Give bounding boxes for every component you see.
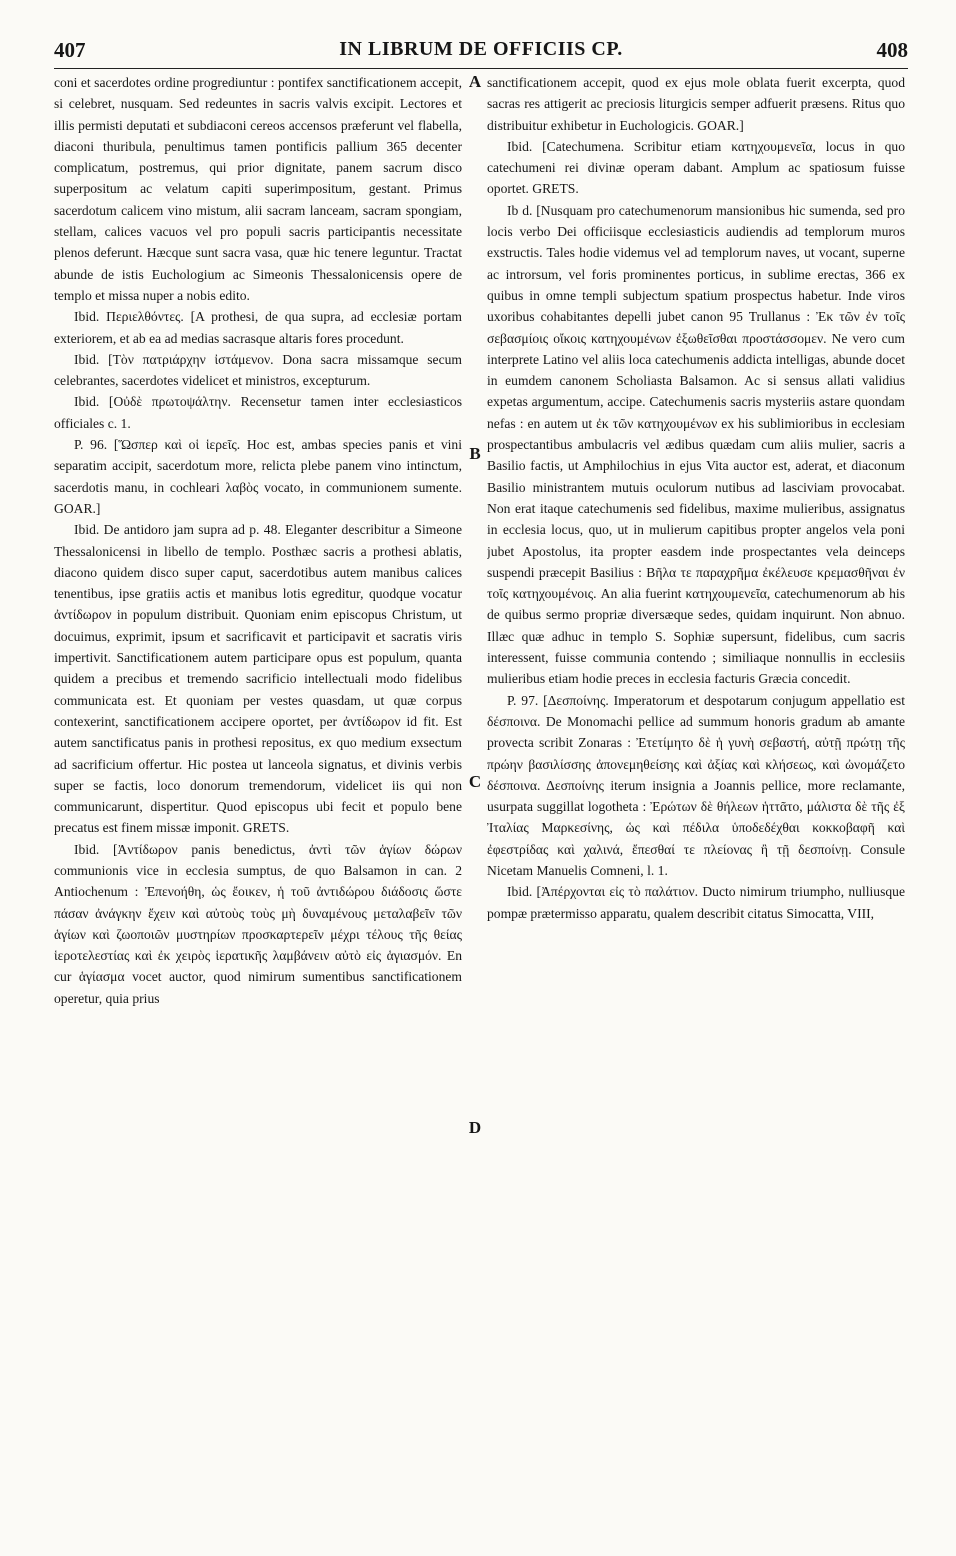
paragraph: sanctificationem accepit, quod ex ejus mole oblata fuerit excerpta, quod sacras res attigerit ac preciosis liturgicis semper adfuerit præsens. Ritus quo distribuitur exhibetur in Euchologicis. GOAR.] <box>487 75 905 133</box>
paragraph: Ibid. Περιελθόντες. [A prothesi, de qua supra, ad ecclesiæ portam exteriorem, et ab ea ad medias sacrasque altaris fores procedunt. <box>54 309 462 346</box>
right-page-number: 408 <box>876 38 908 62</box>
left-text-column <box>54 72 462 1526</box>
paragraph: Ibid. [Τὸν πατριάρχην ἰστάμενον. Dona sacra missamque secum celebrantes, sacerdotes videlicet et ministros, excepturum. <box>54 351 462 389</box>
section-marker-d: D <box>468 1118 482 1137</box>
left-page-number: 407 <box>54 38 86 62</box>
section-marker-b: B <box>469 444 481 463</box>
running-title: IN LIBRUM DE OFFICIIS CP. <box>339 38 623 60</box>
paragraph: Ib d. [Nusquam pro catechumenorum mansionibus hic sumenda, sed pro locis verbo Dei officiisque ecclesiasticis audiendis ad templorum muros exstructis. Tales hodie videmus vel ad templorum naves, ut vocant, superne ac introrsum, vel foris prominentes porticus, in sublime erectas, 366 ex quibus in omne templi subjectum spatium prospectus habetur. Inde viros uxoribus cohabitantes depelli jubet canon 95 Trullanus : Ἐκ τῶν ἐν τοῖς σεβασμίοις οἴκοις κατηχουμένων ἐξωθεῖσθαι προστάσσομεν. Ne vero cum interprete Latino vel aliis loca catechumenis addicta intelligas, abunde docet in eumdem canonem Scholiasta Balsamon. Ac si sensus allati validius expetas argumentum, accipe. Catechumenis sacris mysteriis astare quondam nefas : en autem ut ἐκ τῶν κατηχουμένων ex his sublimioribus in ecclesiam prospectantibus ambulacris vel ædibus quædam cum aliis mulier, sacris a Basilio factis, ut Amphilochius in ejus Vita auctor est, aderat, et diaconum Basilio ministrantem mutuis oculorum nutibus ad lasciviam provocabat. Non erat itaque catechumenis sed fidelibus, maxime mulieribus, assignatus in ecclesia locus, quo, ut in mulierum capitibus propter angelos vela poni jubet Apostolus, ita propter easdem inde prospectantes vela deinceps suspendi præcepit Basilius : Βῆλα τε παραχρῆμα ἐκέλευσε κρεμασθῆναι ἐν τοῖς κατηχουμένοις. An alia fuerint κατηχουμενεῖα, catechumenorum ab his de quibus sermo propriæ diversæque sedes, quidam inquirunt. Non abnuo. Illæc quæ adhuc in templo S. Sophiæ supersunt, fidelibus, cum sacris interessent, fuisse communia contendo ; similiaque nonnullis in ecclesiis mulieribus etiam hodie preces in ecclesia facturis Græcia concedit. <box>487 202 905 687</box>
paragraph: Ibid. [Ἀπέρχονται εἰς τὸ παλάτιον. Ducto nimirum triumpho, nulliusque pompæ prætermisso apparatu, qualem describit citatus Simocatta, VIII, <box>487 884 905 921</box>
paragraph: P. 96. [Ὥσπερ καὶ οἱ ἱερεῖς. Hoc est, ambas species panis et vini separatim accipit, sacerdotum more, relicta plebe panem vino intinctum, sacerdotis manu, in cochleari λαβὸς vocato, in communionem sumente. GOAR.] <box>54 437 462 516</box>
paragraph: Ibid. [Οὐδὲ πρωτοψάλτην. Recensetur tamen inter ecclesiasticos officiales c. 1. <box>54 394 462 431</box>
page-header <box>54 38 908 69</box>
section-marker-a: A <box>468 72 482 91</box>
paragraph: Ibid. [Ἀντίδωρον panis benedictus, ἀντὶ τῶν ἁγίων δώρων communionis vice in ecclesia sumptus, de quo Balsamon in can. 2 Antiochenum : Ἐπενοήθη, ὡς ἔοικεν, ἡ τοῦ ἀντιδώρου διάδοσις ὥστε πάσαν ἀνάγκην ἔχειν καὶ αὐτοὺς τοὺς μὴ δυναμένους μεταλαβεῖν τῶν ἁγίων καὶ ζωοποιῶν μυστηρίων προσκαρτερεῖν μέχρι τέλους τῆς θείας ἱεροτελεστίας καὶ ἐκ χειρὸς ἱερατικῆς λαμβάνειν αὐτὸ εἰς ἁγιασμόν. En cur ἁγίασμα vocet auctor, quod nimirum sumentibus sanctificationem operetur, quia prius <box>54 841 462 1006</box>
section-marker-c: C <box>468 772 482 791</box>
paragraph: coni et sacerdotes ordine progrediuntur : pontifex sanctificationem accepit, si celebret, nusquam. Sed redeuntes in sacris valvis excipit. Lectores et illis permisti deputati et subdiaconi cereos accensos præferunt vel flabella, diaconi thuribula, penultimus tamen pontificis pallium 365 decenter complicatum, postremus, qui prior dignitate, panem sacrum disco superpositum ac velatum capiti superimpositum, gestant. Primus sacerdotum calicem vino mistum, alii sacram lanceam, sacram spongiam, stellam, calices vacuos vel pro populi sacris participantis necessitate plenos deferunt. Hæcque sunt sacra vasa, quæ hic tenere leguntur. Tractat abunde de istis Euchologium ac Simeonis Thessalonicensis opere de templo et missa nuper a nobis edito. <box>54 75 462 303</box>
paragraph: P. 97. [Δεσποίνης. Imperatorum et despotarum conjugum appellatio est δέσποινα. De Monomachi pellice ad summum honoris gradum ab amante provecta scribit Zonaras : Ἐτετίμητο δὲ ἡ γυνὴ σεβαστή, αὐτῇ πρώτῃ τῆς πρώην βασιλίσσης ἀπονεμηθείσης καὶ ἀξίας καὶ κλήσεως, καὶ ὠνομάζετο δέσποινα. Δεσποίνης iterum insignia a Joannis pellice, more reclamante, usurpata suggillat logotheta : Ἐρώτων δὲ θήλεων ἡττᾶτο, μάλιστα δὲ τῆς ἐξ Ἰταλίας Μαρκεσίνης, ὡς καὶ πέδιλα ὑποδεδέχθαι κοκκοβαφῆ καὶ ἐφεστρίδας καὶ χαλινά, ἔπεσθαί τε πλείονας ἢ τῇ δεσποίνῃ. Consule Nicetam Manuelis Comneni, l. 1. <box>487 692 905 878</box>
paragraph: Ibid. [Catechumena. Scribitur etiam κατηχουμενεῖα, locus in quo catechumeni rei divinæ operam dabant. Amplum ac spatiosum fuisse oportet. GRETS. <box>487 138 905 197</box>
paragraph: Ibid. De antidoro jam supra ad p. 48. Eleganter describitur a Simeone Thessalonicensi in libello de templo. Posthæc sacris a prothesi ablatis, diacono quidem disco super caput, sacerdotibus autem manibus calices tenentibus, ipse gratiis actis et manibus lotis egreditur, quodque vocatur ἀντίδωρον in populum distribuit. Quoniam enim episcopus Christum, ut docuimus, exprimit, ipsum et sacrificavit et participavit et sacratis viris impertivit. Sanctificationem autem participare opus est populum, quanta quidem a precibus et tremendo sacrificio intellectuali modo fidelibus communicata est. Et quoniam per vestes quasdam, ut quæ corpus contexerint, sanctificationem accipere oportet, per ἀντίδωρον id fit. Est autem sanctificatus panis in prothesi repositus, ex quo medium exsectum ad sacrificium offertur. Hic postea ut lanceola signatus, et divinis verbis super se factis, loco donorum tremendorum, videlicet iis qui non communicarunt, dispertitur. Quod episcopus ubi fecit et populo bene precatus est finem missæ imponit. GRETS. <box>54 522 462 836</box>
right-text-column <box>487 72 905 1526</box>
